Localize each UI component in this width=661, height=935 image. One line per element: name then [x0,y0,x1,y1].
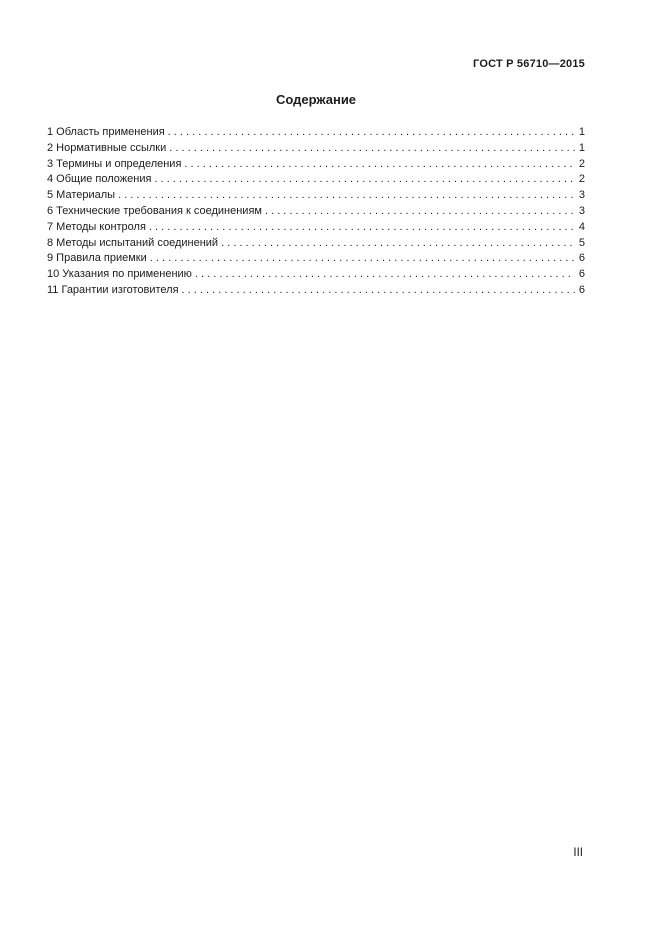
toc-entry-title: 11 Гарантии изготовителя [47,283,179,296]
toc-entry-page: 3 [578,204,585,217]
toc-entry-page: 1 [578,141,585,154]
toc-leader-dots [221,236,575,252]
document-header-standard-number: ГОСТ Р 56710—2015 [473,58,585,70]
toc-leader-dots [154,172,574,188]
toc-entry-title: 6 Технические требования к соединениям [47,204,262,217]
toc-entry [47,172,585,188]
toc-entry-title: 3 Термины и определения [47,157,182,170]
toc-entry-title: 4 Общие положения [47,173,152,186]
toc-entry [47,125,585,141]
toc-entry-page: 6 [578,268,585,281]
toc-entry-title: 8 Методы испытаний соединений [47,236,219,249]
footer-page-number: III [573,847,583,859]
toc-entry [47,204,585,220]
toc-leader-dots [265,204,575,220]
toc-entry [47,220,585,236]
toc-entry-title: 7 Методы контроля [47,220,146,233]
toc-leader-dots [184,157,574,173]
toc-entry-page: 5 [578,236,585,249]
toc-entry-title: 5 Материалы [47,189,116,202]
page-content [0,0,661,299]
toc-entry [47,188,585,204]
toc-leader-dots [195,267,575,283]
toc-entry [47,283,585,299]
toc-entry [47,236,585,252]
toc-leader-dots [169,141,575,157]
toc-entry [47,251,585,267]
toc-entry-page: 4 [578,220,585,233]
toc-leader-dots [149,220,575,236]
toc-entry [47,157,585,173]
toc-leader-dots [182,283,575,299]
toc-entry [47,141,585,157]
toc-entry-page: 2 [578,157,585,170]
toc-leader-dots [168,125,575,141]
toc-entry-title: 2 Нормативные ссылки [47,141,167,154]
toc-entry [47,267,585,283]
page-title: Содержание [275,92,357,107]
toc-entry-page: 1 [578,126,585,138]
toc-leader-dots [118,188,575,204]
toc-entry-page: 3 [578,189,585,202]
toc-entry-title: 10 Указания по применению [47,268,192,281]
toc-entry-title: 1 Область применения [47,126,165,138]
toc-entry-page: 6 [578,252,585,265]
toc-entry-page: 2 [578,173,585,186]
toc-entry-title: 9 Правила приемки [47,252,147,265]
toc-list [47,125,585,299]
toc-leader-dots [150,251,575,267]
toc-entry-page: 6 [578,283,585,296]
